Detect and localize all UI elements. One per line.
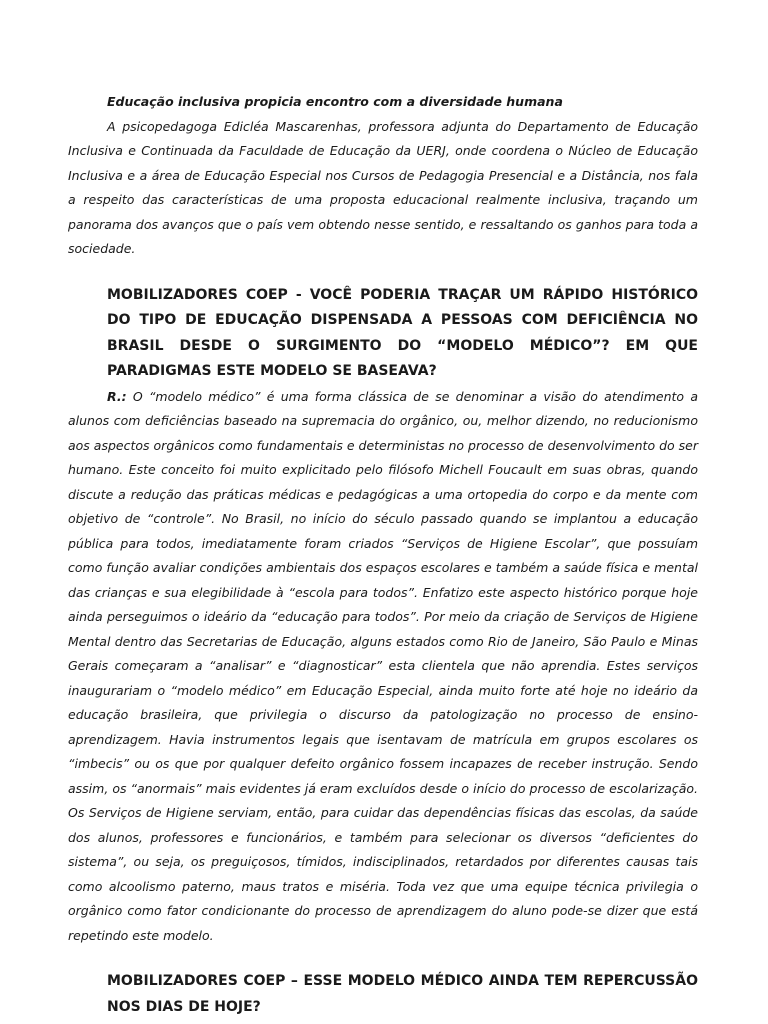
intro-paragraph: A psicopedagoga Edicléa Mascarenhas, professora adjunta do Departamento de Educação Inclusiva e Continuada da Faculdade de Educação da UERJ, onde coordena o Núcleo de Educação Inclusiva e a área de Educação Especial nos Cursos de Pedagogia Presencial e a Distância, nos fala a respeito das características de uma proposta educacional realmente inclusiva, traçando um panorama dos avanços que o país vem obtendo nesse sentido, e ressaltando os ganhos para toda a sociedade. [68,118,698,256]
answer-1-text: O “modelo médico” é uma forma clássica de se denominar a visão do atendimento a alunos com deficiências baseado na supremacia do orgânico, ou, melhor dizendo, no reducionismo aos aspectos orgânicos como fundamentais e deterministas no processo de desenvolvimento do ser humano. Este conceito foi muito explicitado pelo filósofo Michell Foucault em suas obras, quando discute a redução das práticas médicas e pedagógicas a uma ortopedia do corpo e da mente com objetivo de “controle”. No Brasil, no início do século passado quando se implantou a educação pública para todos, imediatamente foram criados “Serviços de Higiene Escolar”, que possuíam como função avaliar condições ambientais dos espaços escolares e também a saúde física e mental das crianças e sua elegibilidade à “escola para todos”. Enfatizo este aspecto histórico porque hoje ainda perseguimos o ideário da “educação para todos”. Por meio da criação de Serviços de Higiene Mental dentro das Secretarias de Educação, alguns estados como Rio de Janeiro, São Paulo e Minas Gerais começaram a “analisar” e “diagnosticar” esta clientela que não aprendia. Estes serviços inaugurariam o “modelo médico” em Educação Especial, ainda muito forte até hoje no ideário da educação brasileira, que privilegia o discurso da patologização no processo de ensino-aprendizagem. Havia instrumentos legais que isentavam de matrícula em grupos escolares os “imbecis” ou os que por qualquer defeito orgânico fossem incapazes de receber instrução. Sendo assim, os “anormais” mais evidentes já eram excluídos desde o início do processo de escolarização. Os Serviços de Higiene serviam, então, para cuidar das dependências físicas das escolas, da saúde dos alunos, professores e funcionários, e também para selecionar os diversos “deficientes do sistema”, ou seja, os preguiçosos, tímidos, indisciplinados, retardados por diferentes causas tais como alcoolismo paterno, maus tratos e miséria. Toda vez que uma equipe técnica privilegia o orgânico como fator condicionante do processo de aprendizagem do aluno pode-se dizer que está repetindo este modelo. [68,388,698,943]
question-2: MOBILIZADORES COEP – ESSE MODELO MÉDICO AINDA TEM REPERCUSSÃO NOS DIAS DE HOJE? [107,973,698,1015]
article-title: Educação inclusiva propicia encontro com a diversidade humana [107,94,563,109]
document-page [68,90,698,1020]
question-1: MOBILIZADORES COEP - VOCÊ PODERIA TRAÇAR UM RÁPIDO HISTÓRICO DO TIPO DE EDUCAÇÃO DISPENSADA A PESSOAS COM DEFICIÊNCIA NO BRASIL DESDE O SURGIMENTO DO “MODELO MÉDICO”? EM QUE PARADIGMAS ESTE MODELO SE BASEAVA? [107,286,698,379]
answer-label: R.: [107,388,127,404]
answer-1 [68,385,698,949]
